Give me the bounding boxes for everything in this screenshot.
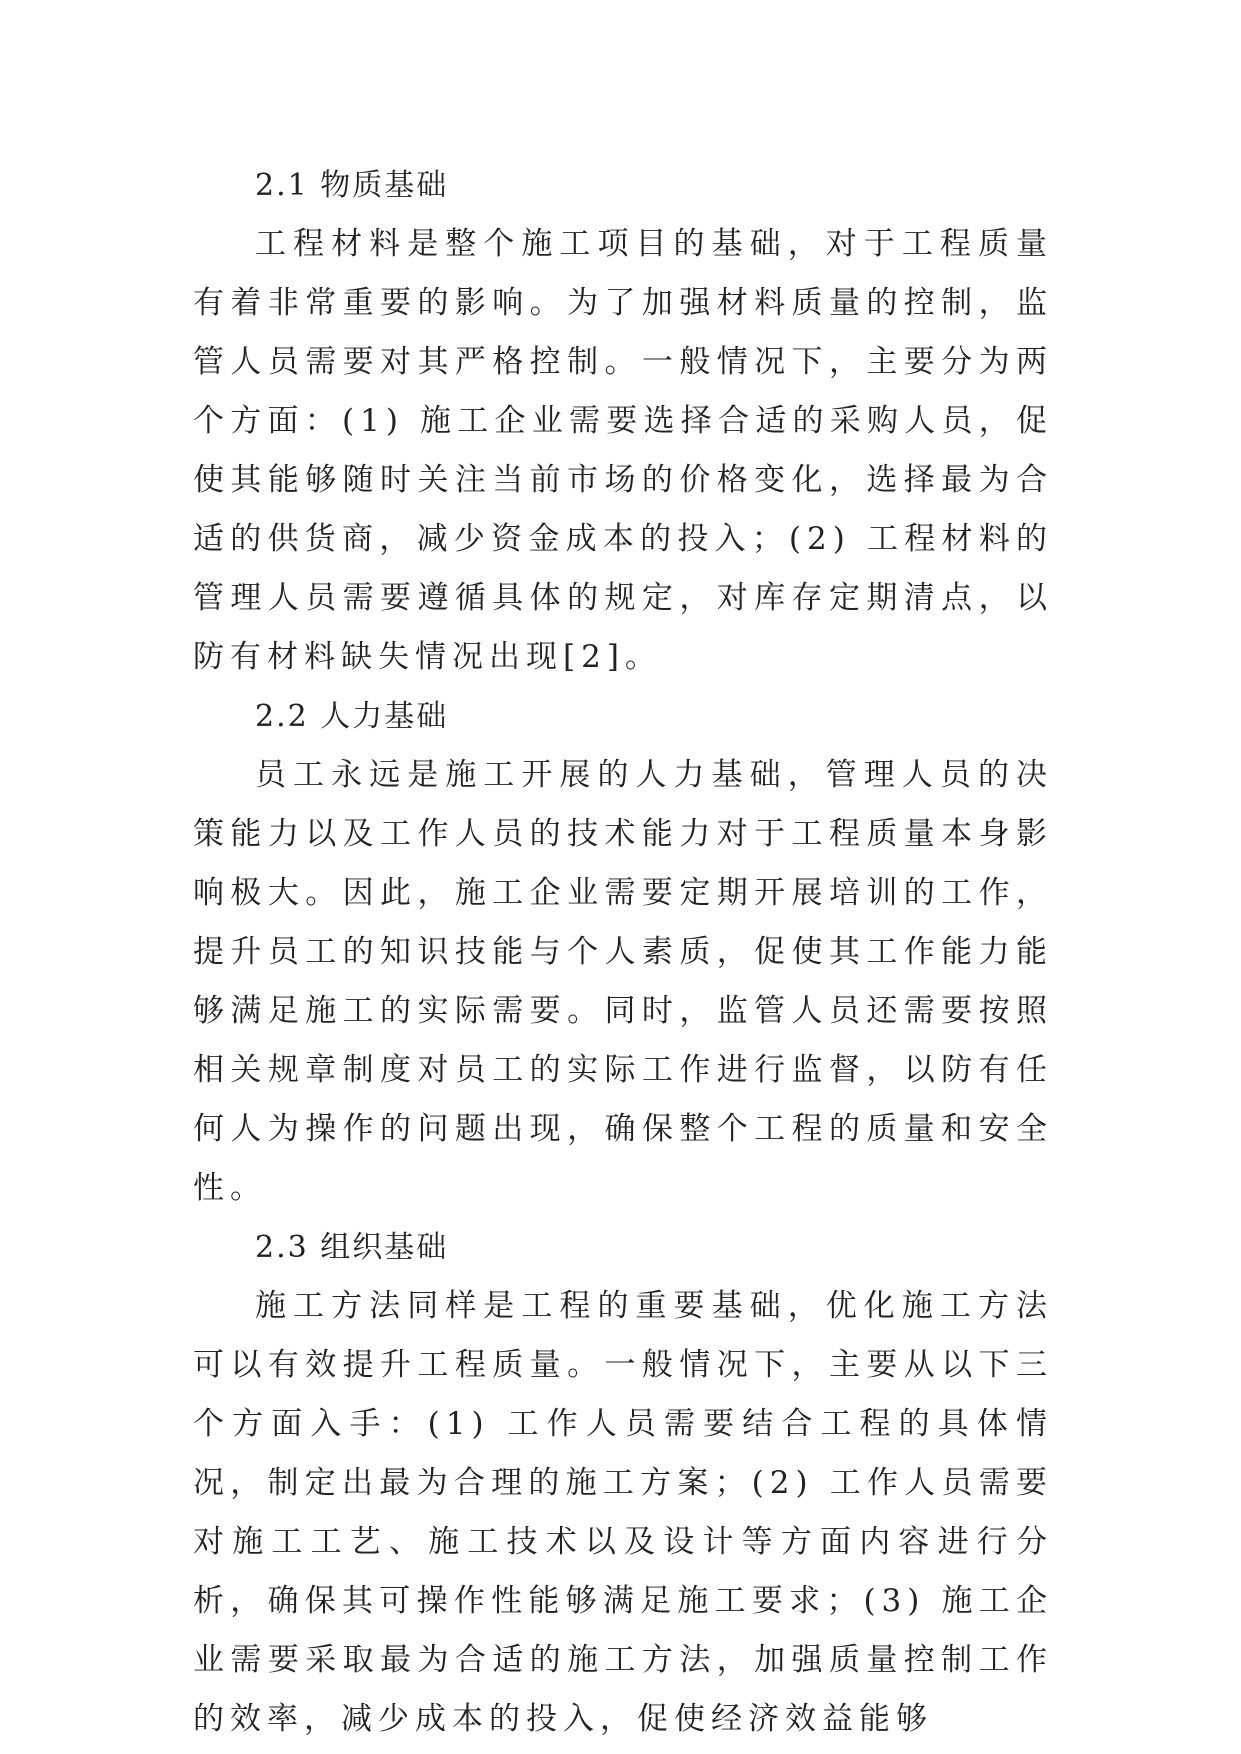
section-heading-material-basis: 2.1 物质基础 — [255, 168, 449, 203]
section-paragraph-material-basis: 工程材料是整个施工项目的基础，对于工程质量有着非常重要的影响。为了加强材料质量的控制，监管人员需要对其严格控制。一般情况下，主要分为两个方面：(1) 施工企业需要选择合适的采购人员，促使其能够随时关注当前市场的价格变化，选择最为合适的供货商，减少资金成本的投入；(2) 工程材料的管理人员需要遵循具体的规定，对库存定期清点，以防有材料缺失情况出现[2]。 — [193, 226, 1053, 675]
section-paragraph-organization-basis: 施工方法同样是工程的重要基础，优化施工方法可以有效提升工程质量。一般情况下，主要从以下三个方面入手：(1) 工作人员需要结合工程的具体情况，制定出最为合理的施工方案；(2) 工作人员需要对施工工艺、施工技术以及设计等方面内容进行分析，确保其可操作性能够满足施工要求；(3) 施工企业需要采取最为合适的施工方法，加强质量控制工作的效率，减少成本的投入，促使经济效益能够 — [193, 1288, 1053, 1737]
section-heading-human-basis: 2.2 人力基础 — [255, 699, 449, 734]
document-body — [193, 156, 1053, 1749]
section-paragraph-human-basis: 员工永远是施工开展的人力基础，管理人员的决策能力以及工作人员的技术能力对于工程质量本身影响极大。因此，施工企业需要定期开展培训的工作，提升员工的知识技能与个人素质，促使其工作能力能够满足施工的实际需要。同时，监管人员还需要按照相关规章制度对员工的实际工作进行监督，以防有任何人为操作的问题出现，确保整个工程的质量和安全性。 — [193, 757, 1053, 1206]
section-heading-organization-basis: 2.3 组织基础 — [255, 1230, 449, 1265]
